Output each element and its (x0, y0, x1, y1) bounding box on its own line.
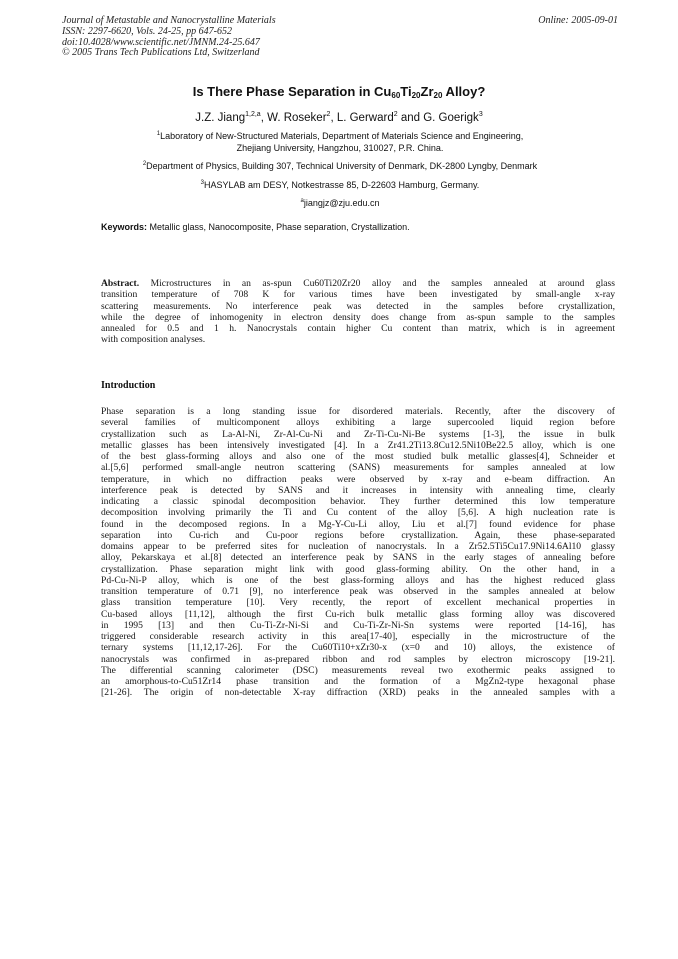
title-text: Alloy? (442, 84, 486, 99)
keywords (101, 222, 621, 232)
author: J.Z. Jiang (195, 112, 246, 124)
author: and G. Goerigk (397, 112, 479, 124)
aff-sup: 3 (200, 179, 205, 186)
abstract-line-text: Microstructures in an as-spun Cu60Ti20Zr20 alloy and the samples annealed at around glass (139, 278, 615, 289)
intro-line: [21-26]. The origin of non-detectable X-ray diffraction (XRD) peaks in the annealed samples with a (101, 687, 615, 699)
title-sub: 60 (391, 91, 401, 100)
abstract-line: transition temperature of 708 K for various times have been investigated by small-angle x-ray (101, 289, 615, 301)
affiliation-1-cont: Zhejiang University, Hangzhou, 310027, P.R. China. (236, 142, 444, 153)
abstract-label: Abstract. (101, 278, 140, 289)
journal-name: Journal of Metastable and Nanocrystalline Materials (62, 15, 276, 26)
introduction-body (101, 406, 615, 699)
online-date: Online: 2005-09-01 (538, 15, 618, 26)
intro-line: separation into Cu-rich and Cu-poor regions before crystallization. Again, these phase-separated (101, 529, 615, 541)
author-sup: 1,2,a (245, 111, 261, 118)
author-sup: 2 (393, 111, 398, 118)
title-text: Zr (420, 84, 434, 99)
author-sup: 3 (478, 111, 483, 118)
intro-line: indicating a classic spinodal decomposition behavior. They further determined this low temperature (101, 496, 615, 507)
intro-line: an amorphous-to-Cu51Zr14 phase transition and the formation of a MgZn2-type hexagonal phase (101, 676, 615, 687)
email-text: jiangjz@zju.edu.cn (303, 198, 380, 208)
title-sub: 20 (433, 91, 443, 100)
intro-line: crystallization such as La-Al-Ni, Zr-Al-Cu-Ni and Zr-Ti-Cu-Ni-Be systems [1-3], the issue in bulk (101, 428, 615, 440)
aff-text: Department of Physics, Building 307, Technical University of Denmark, DK-2800 Lyngby, Denmark (146, 161, 538, 171)
keywords-label: Keywords: (101, 222, 148, 232)
intro-line: metallic glasses has been intensively investigated [4]. In a Zr41.2Ti13.8Cu12.5Ni10Be22.5 alloy, which is one (101, 439, 615, 451)
intro-line: al.[5,6] performed small-angle neutron scattering (SANS) measurements for samples annealed at low (101, 462, 615, 474)
affiliations (90, 129, 590, 210)
copyright-line: © 2005 Trans Tech Publications Ltd, Switzerland (62, 47, 260, 59)
author-sup: 2 (326, 111, 331, 118)
author: , W. Roseker (260, 112, 327, 124)
intro-line: temperature, in which no diffraction peaks were observed by x-ray and e-beam diffraction. An (101, 473, 615, 485)
affiliation-1 (90, 129, 590, 143)
intro-line: found in the decomposed regions. In a Mg-Y-Cu-Li alloy, Liu et al.[7] found evidence for phase (101, 518, 615, 530)
intro-line: domains appear to be preferred sites for nucleation of nanocrystals. In a Zr52.5Ti5Cu17.9Ni14.6Al10 glassy (101, 541, 615, 552)
intro-line: The differential scanning calorimeter (DSC) measurements reveal two exothermic peaks assigned to (101, 664, 615, 676)
aff-sup: 1 (156, 131, 161, 137)
intro-line: nanocrystals was confirmed in as-prepared ribbon and rod samples by electron microscopy [19-21]. (101, 653, 615, 665)
issn-line: ISSN: 2297-6620, Vols. 24-25, pp 647-652 (62, 25, 232, 37)
doi-line: doi:10.4028/www.scientific.net/JMNM.24-25.647 (62, 36, 260, 48)
title-text: Ti (400, 84, 412, 99)
paper-title (0, 84, 678, 100)
abstract-line: while the degree of inhomogenity in electron density does change from as-spun sample to the samples (101, 311, 615, 323)
intro-line: Cu-based alloys [11,12], although the first Cu-rich bulk metallic glass forming alloy was discovered (101, 608, 615, 620)
intro-line: transition temperature of 0.71 [9], no interference peak was observed in the samples annealed at below (101, 586, 615, 597)
intro-line: of the best glass-forming alloys and also one of the most studied bulk metallic glasses[4], Schneider et (101, 451, 615, 462)
section-heading-introduction: Introduction (101, 380, 156, 391)
intro-line: interference peak is detected by SANS and it increases in intensity with annealing time, clearly (101, 484, 615, 496)
intro-line: alloy, Pekarskaya et al.[8] detected an interference peak by SANS in the early stages of annealing before (101, 552, 615, 564)
aff-text: Laboratory of New-Structured Materials, Department of Materials Science and Engineering, (160, 131, 524, 141)
intro-line: glass transition temperature [10]. Very recently, the report of excellent mechanical properties in (101, 597, 615, 609)
author: , L. Gerward (330, 112, 394, 124)
aff-text: HASYLAB am DESY, Notkestrasse 85, D-22603 Hamburg, Germany. (204, 179, 480, 190)
intro-line: crystallization. Phase separation might link with good glass-forming ability. On the other hand, in a (101, 563, 615, 575)
title-text: Is There Phase Separation in Cu (192, 84, 392, 99)
abstract (101, 278, 615, 346)
abstract-line: annealed for 0.5 and 1 h. Nanocrystals contain higher Cu content than matrix, which is in agreement (101, 323, 615, 334)
intro-line: ternary systems [11,12,17-26]. For the Cu60Ti10+xZr30-x (x=0 and 10) alloys, the existence of (101, 642, 615, 654)
intro-line: several families of multicomponent alloys exhibiting a large supercooled liquid region before (101, 417, 615, 429)
author-list (0, 111, 678, 124)
aff-sup: a (300, 198, 304, 204)
affiliation-2 (90, 159, 590, 173)
title-sub: 20 (411, 91, 421, 100)
intro-line: Pd-Cu-Ni-P alloy, which is one of the best glass-forming alloys and has the highest reduced glass (101, 574, 615, 586)
intro-line: triggered considerable research activity in this area[17-40], especially in the microstructure of the (101, 631, 615, 642)
intro-line: in 1995 [13] and then Cu-Ti-Zr-Ni-Si and Cu-Ti-Zr-Ni-Sn systems were reported [14-16], has (101, 619, 615, 631)
abstract-line: scattering measurements. No interference peak was detected in the samples before crystallization, (101, 300, 615, 312)
abstract-line (101, 278, 615, 289)
intro-line: decomposition involving primarily the Ti and Cu content of the alloy [5,6]. A high nucleation rate is (101, 507, 615, 519)
keywords-text: Metallic glass, Nanocomposite, Phase separation, Crystallization. (147, 222, 410, 232)
intro-line: Phase separation is a long standing issue for disordered materials. Recently, after the discovery of (101, 406, 615, 417)
journal-header (62, 16, 618, 59)
affiliation-3 (90, 178, 590, 192)
author-email (90, 196, 590, 210)
aff-sup: 2 (142, 161, 147, 167)
abstract-line: with composition analyses. (101, 334, 206, 346)
